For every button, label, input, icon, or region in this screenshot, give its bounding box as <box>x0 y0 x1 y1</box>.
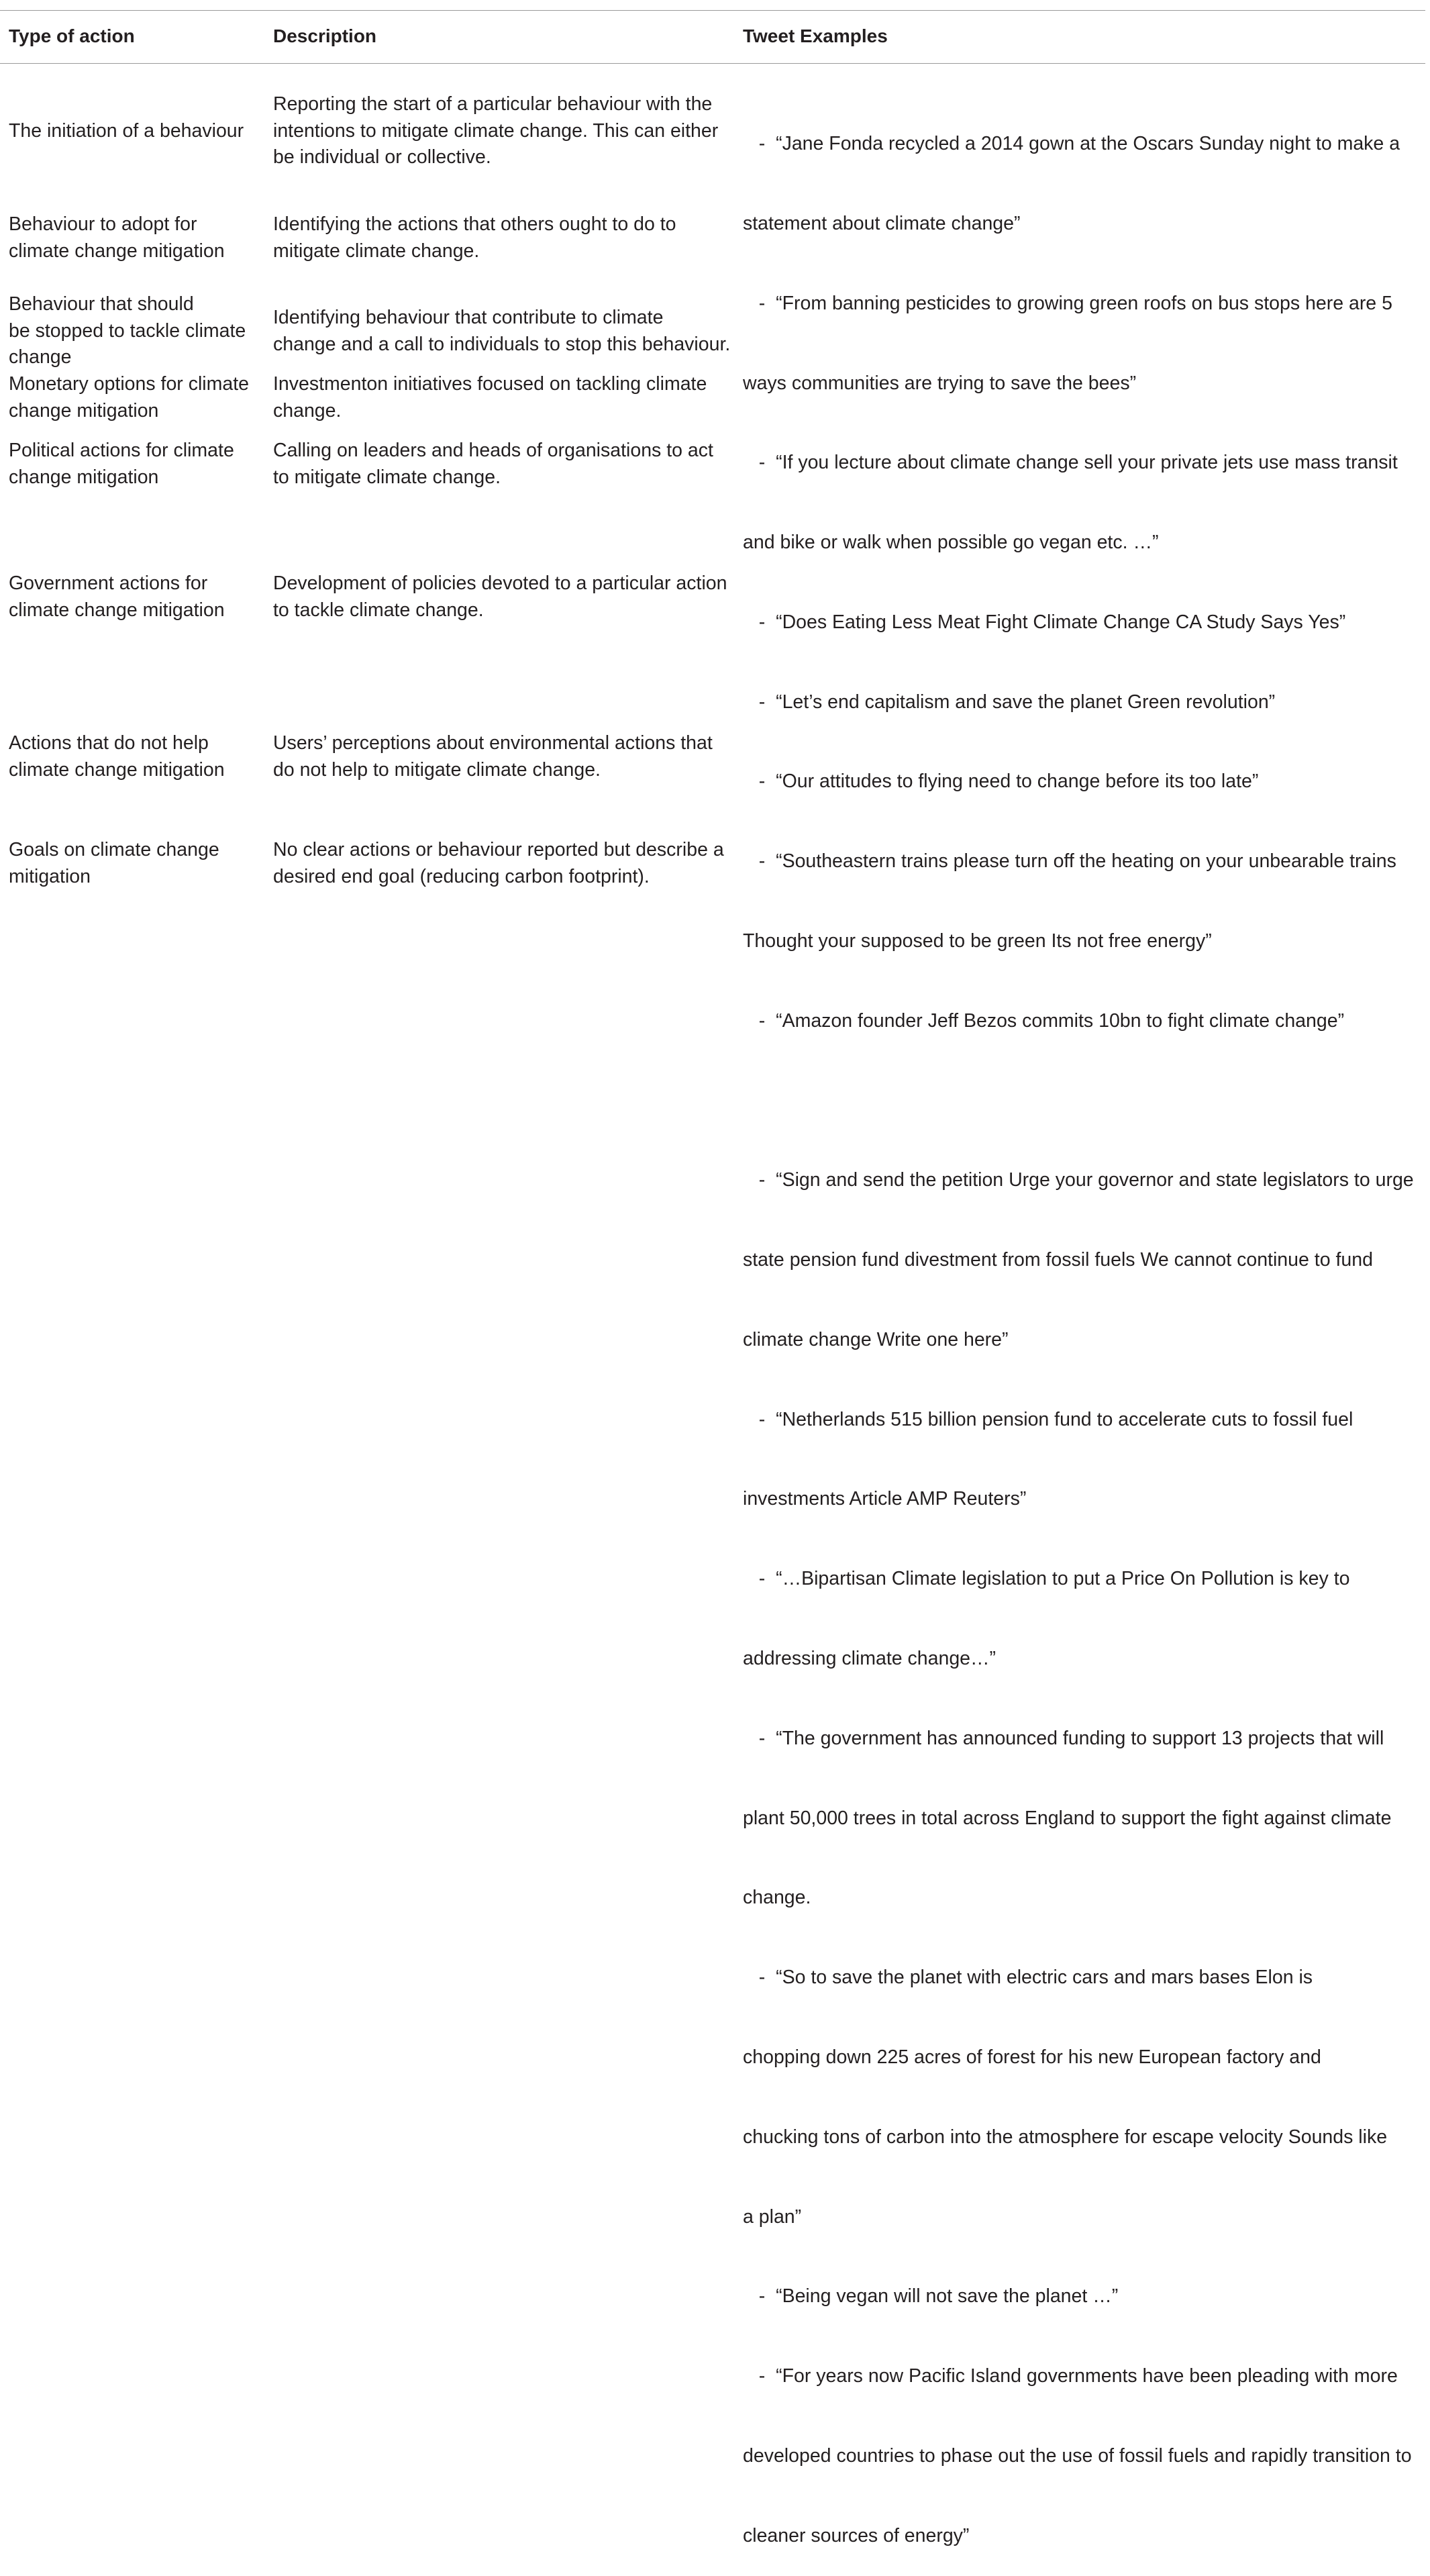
tweet-line: cleaner sources of energy” <box>743 2524 970 2546</box>
row-8-description <box>273 837 724 890</box>
tweet-line: - “Amazon founder Jeff Bezos commits 10bn to fight climate change” <box>743 1009 1345 1032</box>
tweet-line: change. <box>743 1887 811 1909</box>
header-type-of-action: Type of action <box>9 26 135 46</box>
row-1-type <box>9 118 244 145</box>
tweet-line: - “Netherlands 515 billion pension fund to accelerate cuts to fossil fuel <box>743 1408 1354 1430</box>
row-2-type-line: Behaviour to adopt for <box>9 213 197 235</box>
row-7-type-line: Actions that do not help <box>9 732 209 754</box>
tweet-line: and bike or walk when possible go vegan etc. …” <box>743 532 1159 554</box>
row-3-description <box>273 305 730 358</box>
tweet-line: Thought your supposed to be green Its not free energy” <box>743 930 1212 952</box>
tweet-line: - “The government has announced funding to support 13 projects that will <box>743 1727 1384 1749</box>
row-1-description-line: be individual or collective. <box>273 146 491 168</box>
row-3-type <box>9 291 246 371</box>
row-8-type <box>9 837 219 890</box>
row-5-type <box>9 438 234 491</box>
tweet-line: developed countries to phase out the use of fossil fuels and rapidly transition to <box>743 2444 1412 2467</box>
row-2-description-line: mitigate climate change. <box>273 240 480 262</box>
row-8-description-line: desired end goal (reducing carbon footprint). <box>273 865 650 887</box>
tweet-line: plant 50,000 trees in total across England to support the fight against climate <box>743 1807 1392 1829</box>
row-5-type-line: change mitigation <box>9 466 159 488</box>
tweet-line: statement about climate change” <box>743 212 1021 234</box>
row-6-description-line: Development of policies devoted to a particular action <box>273 573 727 594</box>
tweet-line: - “If you lecture about climate change sell your private jets use mass transit <box>743 452 1398 474</box>
row-3-description-line: Identifying behaviour that contribute to climate <box>273 307 664 328</box>
tweet-line: - “Southeastern trains please turn off the heating on your unbearable trains <box>743 850 1396 873</box>
row-6-type-line: Government actions for <box>9 573 208 594</box>
row-5-description-line: Calling on leaders and heads of organisations to act <box>273 440 713 461</box>
row-1-type-line: The initiation of a behaviour <box>9 120 244 142</box>
row-3-type-line: change <box>9 346 72 368</box>
tweet-line: ways communities are trying to save the bees” <box>743 372 1137 394</box>
row-6-description-line: to tackle climate change. <box>273 599 484 621</box>
tweet-line: chucking tons of carbon into the atmosphere for escape velocity Sounds like <box>743 2126 1388 2148</box>
tweet-line: - “Let’s end capitalism and save the planet Green revolution” <box>743 691 1276 713</box>
tweet-line: - “So to save the planet with electric cars and mars bases Elon is <box>743 1967 1313 1989</box>
row-6-type-line: climate change mitigation <box>9 599 225 621</box>
row-8-type-line: mitigation <box>9 865 91 887</box>
row-7-description-line: do not help to mitigate climate change. <box>273 758 601 781</box>
table-header-rule <box>0 63 1425 64</box>
row-7-description-line: Users’ perceptions about environmental actions that <box>273 732 713 754</box>
row-8-type-line: Goals on climate change <box>9 839 219 860</box>
row-4-description-line: Investmenton initiatives focused on tackling climate <box>273 373 707 395</box>
tweet-line: - “…Bipartisan Climate legislation to put a Price On Pollution is key to <box>743 1568 1350 1590</box>
row-3-description-line: change and a call to individuals to stop this behaviour. <box>273 333 731 355</box>
row-5-description <box>273 438 713 491</box>
row-1-description-line: Reporting the start of a particular behaviour with the <box>273 93 713 115</box>
row-2-description-line: Identifying the actions that others ought to do to <box>273 213 676 235</box>
row-5-description-line: to mitigate climate change. <box>273 466 501 488</box>
row-1-description-line: intentions to mitigate climate change. This can either <box>273 119 719 142</box>
tweet-line: a plan” <box>743 2206 802 2228</box>
tweet-line: addressing climate change…” <box>743 1648 997 1670</box>
row-4-type-line: change mitigation <box>9 399 159 422</box>
row-2-description <box>273 211 676 264</box>
tweet-line: climate change Write one here” <box>743 1328 1009 1350</box>
tweet-line: - “For years now Pacific Island governments have been pleading with more <box>743 2365 1398 2387</box>
row-4-description <box>273 371 707 424</box>
row-2-type-line: climate change mitigation <box>9 240 225 262</box>
header-description: Description <box>273 26 377 46</box>
table-top-rule <box>0 10 1425 11</box>
tweet-line: - “From banning pesticides to growing green roofs on bus stops here are 5 <box>743 292 1392 314</box>
tweet-line: state pension fund divestment from fossil fuels We cannot continue to fund <box>743 1249 1373 1271</box>
tweet-line: investments Article AMP Reuters” <box>743 1488 1027 1510</box>
row-2-type <box>9 211 225 264</box>
row-7-type <box>9 730 225 783</box>
row-8-description-line: No clear actions or behaviour reported but describe a <box>273 839 724 860</box>
tweet-line: - “Our attitudes to flying need to change before its too late” <box>743 771 1259 793</box>
row-3-type-line: be stopped to tackle climate <box>9 319 246 342</box>
row-6-description <box>273 571 727 624</box>
row-4-type <box>9 371 249 424</box>
tweet-line: - “Sign and send the petition Urge your governor and state legislators to urge <box>743 1169 1414 1191</box>
row-3-type-line: Behaviour that should <box>9 293 194 315</box>
row-5-type-line: Political actions for climate <box>9 440 234 461</box>
row-7-description <box>273 730 713 783</box>
tweet-line: - “Being vegan will not save the planet …” <box>743 2285 1119 2308</box>
tweet-line-spacer <box>743 1088 1414 1115</box>
tweet-line: chopping down 225 acres of forest for his new European factory and <box>743 2046 1321 2068</box>
row-6-type <box>9 571 225 624</box>
row-4-type-line: Monetary options for climate <box>9 373 249 395</box>
header-tweet-examples: Tweet Examples <box>743 26 888 46</box>
tweet-line: - “Does Eating Less Meat Fight Climate Change CA Study Says Yes” <box>743 611 1346 633</box>
row-1-description <box>273 91 718 171</box>
tweet-examples-column <box>743 78 1414 2576</box>
row-4-description-line: change. <box>273 399 342 422</box>
tweet-line: - “Jane Fonda recycled a 2014 gown at the Oscars Sunday night to make a <box>743 133 1400 155</box>
row-7-type-line: climate change mitigation <box>9 758 225 781</box>
